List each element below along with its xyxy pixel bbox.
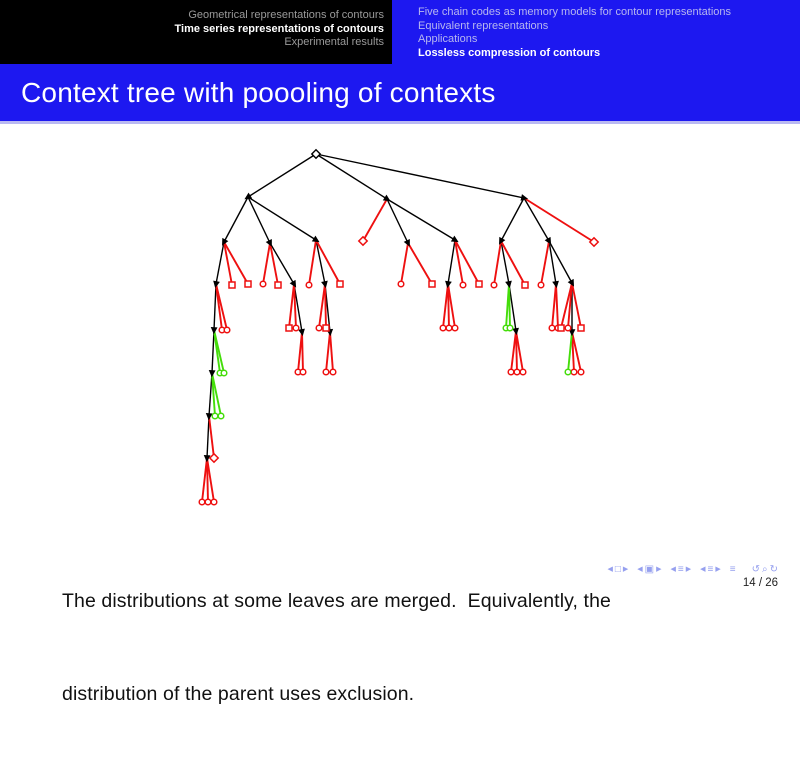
tree-leaf-square <box>578 325 584 331</box>
tree-edge <box>316 240 325 284</box>
tree-edge <box>207 458 208 502</box>
tree-edge <box>224 242 248 284</box>
tree-edge <box>455 240 463 285</box>
tree-edge <box>316 154 387 199</box>
tree-edge <box>319 284 325 328</box>
tree-edge <box>501 241 509 284</box>
tree-node-arrowhead <box>212 281 220 289</box>
tree-edge <box>212 330 214 373</box>
tree-leaf-circle <box>440 325 446 331</box>
tree-edge <box>294 284 302 332</box>
tree-edge <box>207 416 209 458</box>
tree-edge <box>568 283 572 328</box>
tree-edge <box>263 243 270 284</box>
tree-edge <box>363 199 387 241</box>
tree-node-arrowhead <box>512 328 520 336</box>
tree-leaf-circle <box>549 325 555 331</box>
tree-node-arrowhead <box>321 281 329 289</box>
tree-edge <box>224 242 232 285</box>
tree-leaf-circle <box>316 325 322 331</box>
tree-edge <box>501 198 524 241</box>
tree-edge <box>270 243 278 285</box>
tree-leaf-circle <box>330 369 336 375</box>
tree-node-arrowhead <box>326 329 333 337</box>
tree-edge <box>330 332 333 372</box>
tree-leaf-circle <box>460 282 466 288</box>
tree-edge <box>516 331 523 372</box>
next-subsection-icon[interactable]: ▶ <box>685 566 692 573</box>
tree-leaf-circle <box>217 370 223 376</box>
tree-leaf-diamond <box>590 238 598 246</box>
section-link-1[interactable]: Time series representations of contours <box>174 22 384 35</box>
tree-edge <box>561 283 572 328</box>
tree-edge <box>212 373 215 416</box>
frame-icon[interactable]: ▣ <box>644 564 655 575</box>
tree-edge <box>455 240 479 284</box>
tree-leaf-circle <box>293 325 299 331</box>
tree-edge <box>506 284 509 328</box>
tree-node-arrowhead <box>298 329 306 337</box>
tree-edge <box>387 199 455 240</box>
subsection-link-3[interactable]: Lossless compression of contours <box>418 46 601 59</box>
tree-edge <box>209 373 212 416</box>
tree-node-arrowhead <box>312 236 322 245</box>
tree-node-arrowhead <box>210 327 217 334</box>
tree-node-arrowhead <box>205 413 212 420</box>
tree-edge <box>224 197 248 242</box>
tree-leaf-circle <box>221 370 227 376</box>
prev-subsection-icon[interactable]: ◀ <box>670 566 676 573</box>
tree-leaf-circle <box>323 369 329 375</box>
section-link-0[interactable]: Geometrical representations of contours <box>188 9 384 21</box>
tree-edge <box>214 284 216 330</box>
tree-leaf-square <box>476 281 482 287</box>
slide-icon[interactable]: □ <box>614 564 621 575</box>
caption-line-1: The distributions at some leaves are merged. Equivalently, the <box>62 590 611 612</box>
tree-edge <box>248 154 316 197</box>
tree-edge <box>309 240 316 285</box>
caption-text <box>62 524 611 772</box>
tree-edge <box>248 197 270 243</box>
tree-node-arrowhead <box>451 236 461 245</box>
tree-leaf-circle <box>578 369 584 375</box>
tree-node-arrowhead <box>383 195 393 204</box>
tree-node-arrowhead <box>266 239 275 248</box>
tree-leaf-circle <box>565 325 571 331</box>
tree-edge <box>401 243 408 284</box>
header-section-panel <box>0 0 392 64</box>
tree-edge <box>524 198 594 242</box>
tree-edge <box>572 283 581 328</box>
subsection-icon[interactable]: ≡ <box>677 564 684 575</box>
tree-leaf-diamond <box>359 237 367 245</box>
tree-edge <box>248 197 316 240</box>
go-back-icon[interactable]: ↺ <box>751 564 760 575</box>
tree-edge <box>549 241 572 283</box>
tree-leaf-circle <box>218 413 224 419</box>
tree-leaf-circle <box>260 281 266 287</box>
tree-node-arrowhead <box>569 329 576 336</box>
tree-edge <box>289 284 294 328</box>
tree-edge <box>572 332 574 372</box>
section-icon[interactable]: ≡ <box>707 564 714 575</box>
tree-leaf-square <box>229 282 235 288</box>
tree-edge <box>294 284 296 328</box>
tree-edge <box>509 284 516 331</box>
tree-leaf-circle <box>224 327 230 333</box>
tree-node-arrowhead <box>521 194 529 202</box>
prev-slide-icon[interactable]: ◀ <box>607 566 613 573</box>
frame-title-bar <box>0 64 800 124</box>
tree-edge <box>316 154 524 198</box>
tree-node-arrowhead <box>219 238 228 247</box>
tree-leaf-circle <box>300 369 306 375</box>
tree-edge <box>209 416 214 458</box>
tree-edge <box>572 332 581 372</box>
tree-leaf-circle <box>205 499 211 505</box>
tree-edge <box>216 284 222 330</box>
tree-leaf-circle <box>538 282 544 288</box>
tree-leaf-circle <box>508 369 514 375</box>
tree-edge <box>448 284 449 328</box>
next-section-icon[interactable]: ▶ <box>715 566 721 573</box>
next-slide-icon[interactable]: ▶ <box>622 566 629 573</box>
tree-node-arrowhead <box>444 281 452 289</box>
tree-leaf-square <box>429 281 435 287</box>
tree-edge <box>501 241 525 285</box>
page-indicator: 14 / 26 <box>742 577 778 589</box>
tree-node-arrowhead <box>243 193 253 202</box>
tree-edge <box>302 332 303 372</box>
tree-leaf-square <box>522 282 528 288</box>
tree-edge <box>556 284 558 328</box>
tree-leaf-circle <box>199 499 205 505</box>
tree-edge <box>325 284 330 332</box>
tree-edge <box>408 243 432 284</box>
tree-edge <box>448 284 455 328</box>
tree-node-arrowhead <box>552 281 560 289</box>
tree-leaf-circle <box>555 325 561 331</box>
tree-node-arrowhead <box>404 239 413 248</box>
tree-leaf-circle <box>507 325 513 331</box>
tree-node-arrowhead <box>568 279 577 288</box>
prev-frame-icon[interactable]: ◀ <box>637 566 643 573</box>
tree-leaf-circle <box>520 369 526 375</box>
tree-leaf-diamond <box>210 454 218 462</box>
tree-leaf-square <box>245 281 251 287</box>
tree-edge <box>541 241 549 285</box>
tree-edge <box>216 284 227 330</box>
find-icon[interactable]: ⌕ <box>762 564 768 575</box>
tree-edge <box>207 458 214 502</box>
tree-node-arrowhead <box>203 455 210 462</box>
frame-title: Context tree with poooling of contexts <box>21 76 496 108</box>
tree-node-arrowhead <box>505 281 513 289</box>
tree-edge <box>298 332 302 372</box>
tree-leaf-circle <box>212 413 218 419</box>
tree-node-arrowhead <box>290 280 299 289</box>
subsection-link-2[interactable]: Applications <box>418 33 478 45</box>
tree-leaf-circle <box>219 327 225 333</box>
tree-edge <box>511 331 516 372</box>
tree-leaf-circle <box>571 369 577 375</box>
tree-leaf-circle <box>503 325 509 331</box>
tree-edge <box>524 198 549 241</box>
navigation-bar <box>605 564 778 576</box>
tree-edge <box>212 373 221 416</box>
subsection-link-0[interactable]: Five chain codes as memory models for contour representations <box>418 6 732 18</box>
tree-edge <box>494 241 501 285</box>
tree-edge <box>214 330 220 373</box>
tree-leaf-circle <box>306 282 312 288</box>
tree-leaf-circle <box>452 325 458 331</box>
tree-leaf-square <box>275 282 281 288</box>
tree-leaf-circle <box>398 281 404 287</box>
tree-edge <box>316 240 340 284</box>
tree-leaf-square <box>323 325 329 331</box>
tree-edge <box>509 284 510 328</box>
prev-section-icon[interactable]: ◀ <box>700 566 706 573</box>
tree-leaf-circle <box>446 325 452 331</box>
tree-edge <box>516 331 517 372</box>
tree-leaf-square <box>337 281 343 287</box>
tree-edge <box>326 332 330 372</box>
document-icon[interactable]: ≡ <box>729 564 736 575</box>
tree-edge <box>568 332 572 372</box>
tree-edge <box>202 458 207 502</box>
tree-leaf-circle <box>514 369 520 375</box>
next-frame-icon[interactable]: ▶ <box>656 566 662 573</box>
tree-edge <box>216 242 224 284</box>
tree-leaf-circle <box>295 369 301 375</box>
tree-leaf-circle <box>565 369 571 375</box>
go-forward-icon[interactable]: ↻ <box>769 564 778 575</box>
tree-edge <box>443 284 448 328</box>
tree-leaf-circle <box>491 282 497 288</box>
tree-edge <box>214 330 224 373</box>
section-link-2[interactable]: Experimental results <box>284 36 384 48</box>
tree-edge <box>549 241 556 284</box>
tree-leaf-square <box>286 325 292 331</box>
header-subsection-panel <box>392 0 800 64</box>
tree-leaf-square <box>558 325 564 331</box>
tree-edge <box>448 240 455 284</box>
tree-node-arrowhead <box>545 237 554 246</box>
tree-leaf-circle <box>211 499 217 505</box>
tree-node-arrowhead <box>208 370 215 377</box>
tree-edge <box>270 243 294 284</box>
tree-edge <box>325 284 326 328</box>
tree-root-node <box>312 150 320 158</box>
tree-edge <box>387 199 408 243</box>
subsection-link-1[interactable]: Equivalent representations <box>418 19 549 32</box>
caption-line-2: distribution of the parent uses exclusion. <box>62 683 415 705</box>
tree-edge <box>552 284 556 328</box>
tree-node-arrowhead <box>496 237 505 246</box>
